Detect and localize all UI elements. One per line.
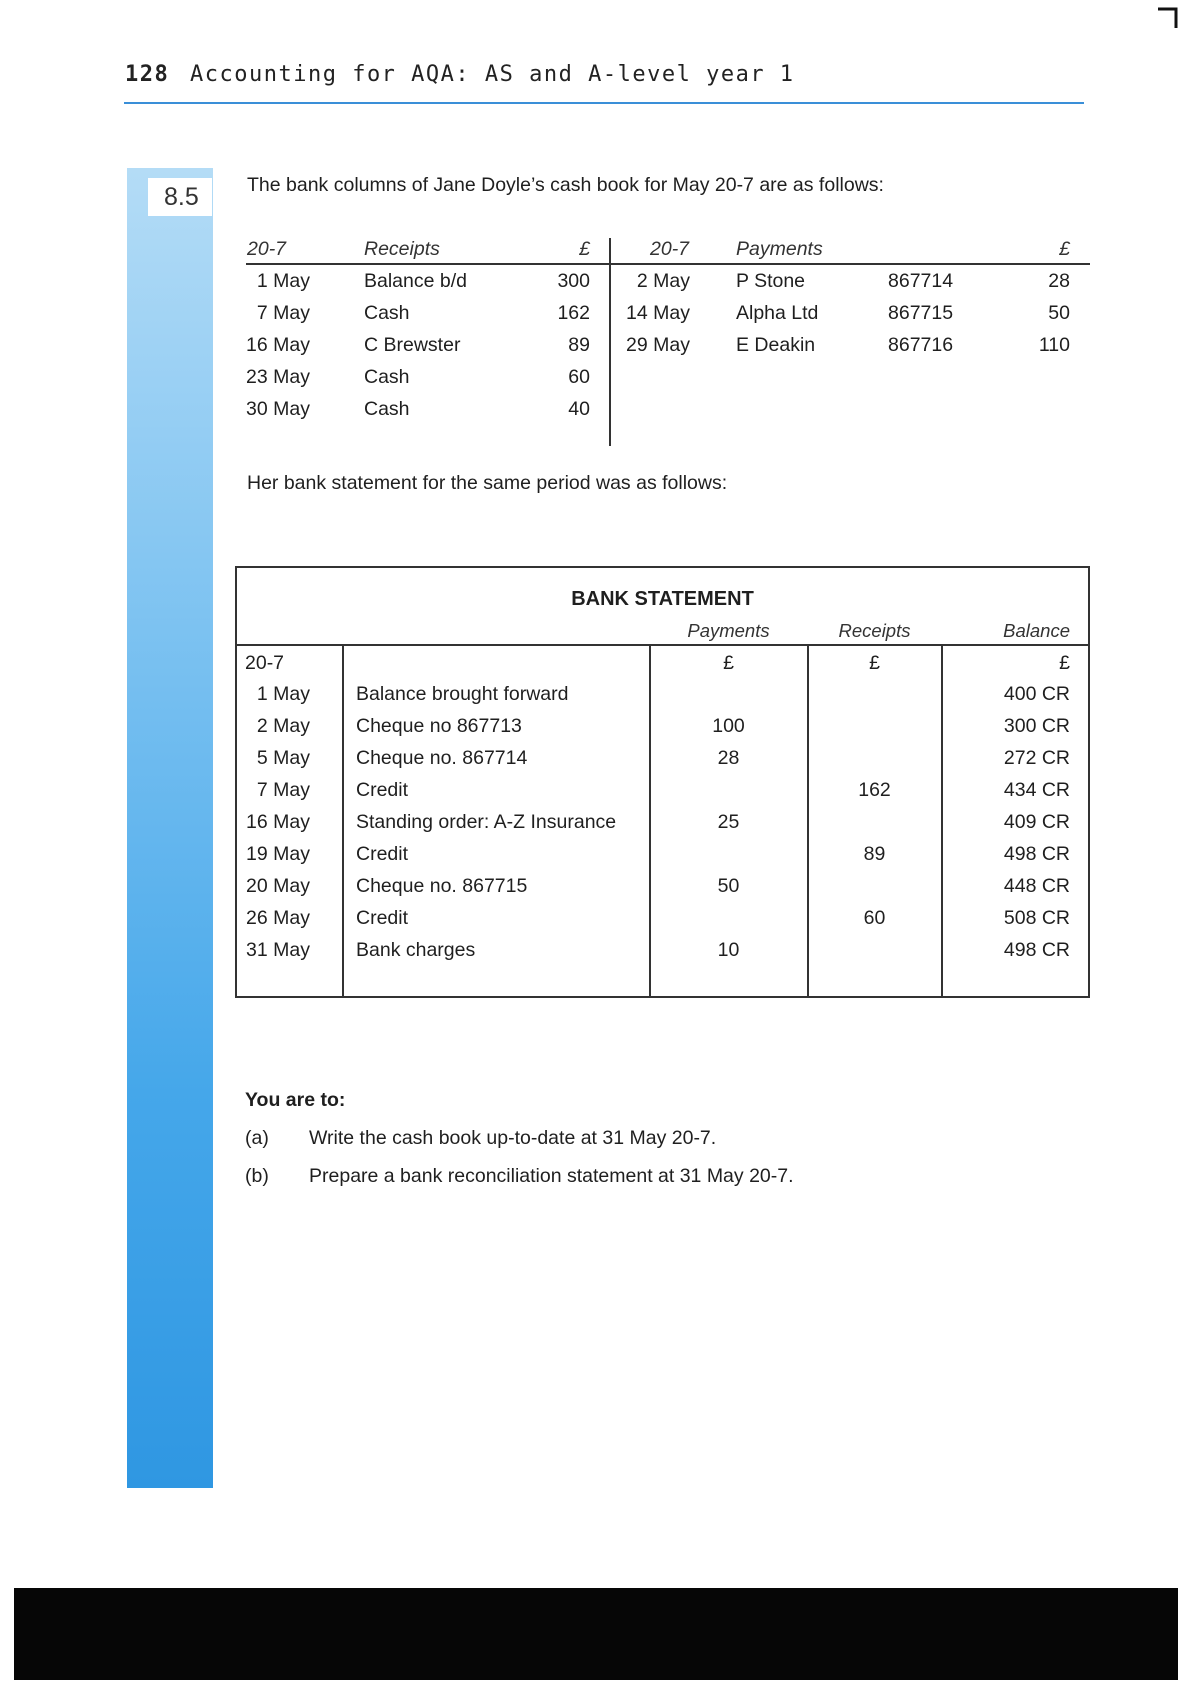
bs-row-details: Credit [356, 907, 409, 929]
scan-edge-bar [14, 1588, 1178, 1680]
bs-row-receipts: 60 [863, 907, 886, 929]
bs-row-balance: 448 CR [1003, 875, 1070, 897]
bs-row-balance: 272 CR [1003, 747, 1070, 769]
cb-center-divider [609, 238, 611, 446]
bs-header-rule [235, 644, 1090, 646]
bs-row-details: Credit [356, 843, 409, 865]
bs-row-date: 20 May [246, 875, 310, 897]
cb-receipt-amount: 300 [557, 270, 590, 292]
question-number: 8.5 [148, 178, 212, 216]
cb-receipt-date: 16 May [246, 334, 310, 356]
bs-row-payments: 28 [717, 747, 740, 769]
bs-row-balance: 508 CR [1003, 907, 1070, 929]
bs-row-balance: 400 CR [1003, 683, 1070, 705]
cb-receipt-amount: 40 [568, 398, 590, 420]
cb-receipts-year: 20-7 [247, 238, 287, 260]
bs-row-details: Credit [356, 779, 409, 801]
cb-payment-date: 2 May [636, 270, 690, 292]
bs-row-payments: 10 [717, 939, 740, 961]
bs-row-details: Balance brought forward [356, 683, 569, 705]
page-number: 128 [125, 62, 170, 87]
task-label: (a) [245, 1127, 269, 1149]
bs-row-details: Cheque no 867713 [356, 715, 522, 737]
cb-payments-year: 20-7 [650, 238, 690, 260]
cb-receipt-amount: 89 [568, 334, 590, 356]
bs-row-date: 5 May [256, 747, 310, 769]
cb-payments-heading: Payments [736, 238, 823, 260]
bs-year: 20-7 [245, 652, 285, 674]
running-header [125, 62, 795, 87]
bs-row-details: Cheque no. 867715 [356, 875, 528, 897]
bs-row-receipts: 162 [858, 779, 891, 801]
bs-row-date: 16 May [246, 811, 310, 833]
cb-payment-cheque: 867715 [888, 302, 954, 324]
bs-balance-currency: £ [1059, 652, 1070, 674]
bs-row-date: 1 May [256, 683, 310, 705]
bs-row-details: Standing order: A-Z Insurance [356, 811, 617, 833]
bank-statement-title: BANK STATEMENT [571, 588, 754, 610]
header-rule [124, 102, 1084, 104]
book-title: Accounting for AQA: AS and A-level year 1 [190, 62, 795, 87]
cb-payment-details: E Deakin [736, 334, 816, 356]
cb-receipt-details: Cash [364, 302, 410, 324]
cb-receipt-amount: 162 [557, 302, 590, 324]
bs-row-details: Bank charges [356, 939, 476, 961]
cb-receipts-currency: £ [579, 238, 590, 260]
scan-corner-mark [1158, 6, 1178, 30]
cb-payment-date: 29 May [626, 334, 690, 356]
bs-row-balance: 498 CR [1003, 843, 1070, 865]
cb-payment-details: Alpha Ltd [736, 302, 819, 324]
bs-row-receipts: 89 [863, 843, 886, 865]
cb-payment-date: 14 May [626, 302, 690, 324]
bs-payments-currency: £ [723, 652, 734, 674]
cb-header-rule [246, 263, 1090, 265]
bs-row-balance: 498 CR [1003, 939, 1070, 961]
bs-row-balance: 300 CR [1003, 715, 1070, 737]
statement-intro: Her bank statement for the same period was as follows: [247, 472, 728, 494]
task-text: Write the cash book up-to-date at 31 May 20-7. [309, 1127, 717, 1149]
cb-receipt-details: Balance b/d [364, 270, 467, 292]
task-text: Prepare a bank reconciliation statement at 31 May 20-7. [309, 1165, 794, 1187]
cb-receipt-date: 1 May [256, 270, 310, 292]
cb-receipt-date: 7 May [256, 302, 310, 324]
bs-row-date: 7 May [256, 779, 310, 801]
cb-receipt-date: 30 May [246, 398, 310, 420]
bs-row-payments: 25 [717, 811, 740, 833]
cb-payment-details: P Stone [736, 270, 806, 292]
bs-payments-heading: Payments [687, 620, 770, 641]
question-sidebar [127, 168, 213, 1488]
tasks-intro: You are to: [245, 1089, 346, 1111]
cb-receipt-details: C Brewster [364, 334, 461, 356]
cb-receipts-heading: Receipts [364, 238, 440, 260]
cb-payments-currency: £ [1059, 238, 1070, 260]
bs-divider-date [342, 644, 344, 997]
bs-row-date: 26 May [246, 907, 310, 929]
bs-divider-payments [807, 644, 809, 997]
cb-payment-amount: 50 [1048, 302, 1070, 324]
bs-receipts-heading: Receipts [838, 620, 911, 641]
question-intro: The bank columns of Jane Doyle’s cash book for May 20-7 are as follows: [247, 174, 884, 196]
cb-receipt-amount: 60 [568, 366, 590, 388]
bs-row-balance: 409 CR [1003, 811, 1070, 833]
cb-receipt-date: 23 May [246, 366, 310, 388]
bs-row-date: 19 May [246, 843, 310, 865]
bs-row-payments: 100 [712, 715, 745, 737]
bs-row-date: 2 May [256, 715, 310, 737]
cb-payment-amount: 28 [1048, 270, 1070, 292]
bs-balance-heading: Balance [1003, 620, 1070, 641]
bs-row-details: Cheque no. 867714 [356, 747, 528, 769]
bs-row-date: 31 May [246, 939, 310, 961]
bs-row-balance: 434 CR [1003, 779, 1070, 801]
bs-receipts-currency: £ [869, 652, 880, 674]
task-label: (b) [245, 1165, 269, 1187]
cb-payment-cheque: 867714 [888, 270, 954, 292]
cb-payment-amount: 110 [1038, 334, 1070, 356]
bs-row-payments: 50 [717, 875, 740, 897]
cb-receipt-details: Cash [364, 366, 410, 388]
cb-payment-cheque: 867716 [888, 334, 954, 356]
cb-receipt-details: Cash [364, 398, 410, 420]
